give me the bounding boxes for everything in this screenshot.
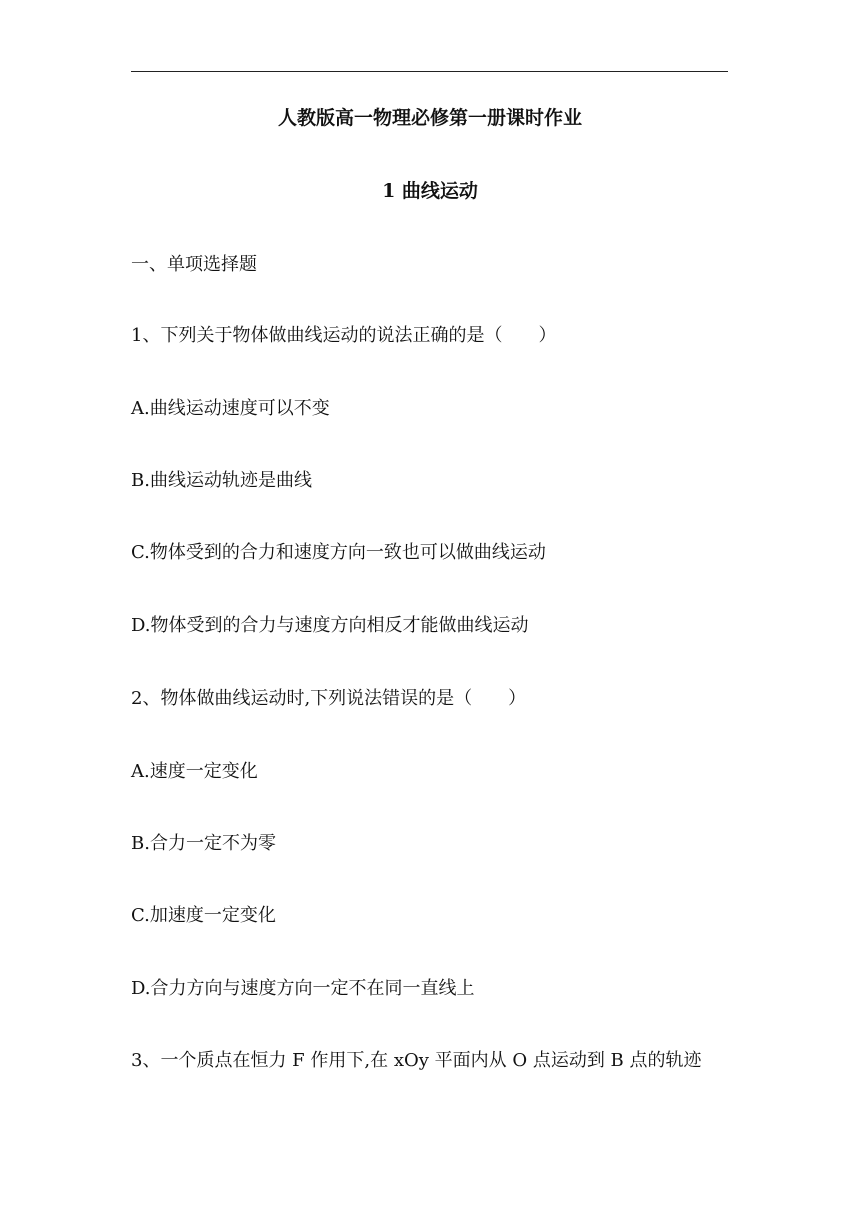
question-1-option-a: A.曲线运动速度可以不变: [131, 398, 330, 419]
question-1-option-d: D.物体受到的合力与速度方向相反才能做曲线运动: [131, 615, 529, 636]
lesson-title: 1 曲线运动: [382, 180, 478, 202]
question-2-stem: 2、物体做曲线运动时,下列说法错误的是（ ）: [131, 688, 527, 709]
question-2-option-b: B.合力一定不为零: [131, 833, 276, 854]
document-title: 人教版高一物理必修第一册课时作业: [277, 107, 582, 129]
question-2-option-d: D.合力方向与速度方向一定不在同一直线上: [131, 978, 475, 999]
section-heading: 一、单项选择题: [131, 254, 257, 275]
question-2-option-c: C.加速度一定变化: [131, 905, 276, 926]
question-1-option-b: B.曲线运动轨迹是曲线: [131, 470, 312, 491]
question-2-option-a: A.速度一定变化: [131, 761, 258, 782]
question-1-stem: 1、下列关于物体做曲线运动的说法正确的是（ ）: [131, 325, 557, 346]
question-3-stem: 3、一个质点在恒力 F 作用下,在 xOy 平面内从 O 点运动到 B 点的轨迹: [131, 1050, 702, 1071]
question-1-option-c: C.物体受到的合力和速度方向一致也可以做曲线运动: [131, 542, 546, 563]
header-rule: [131, 71, 728, 72]
